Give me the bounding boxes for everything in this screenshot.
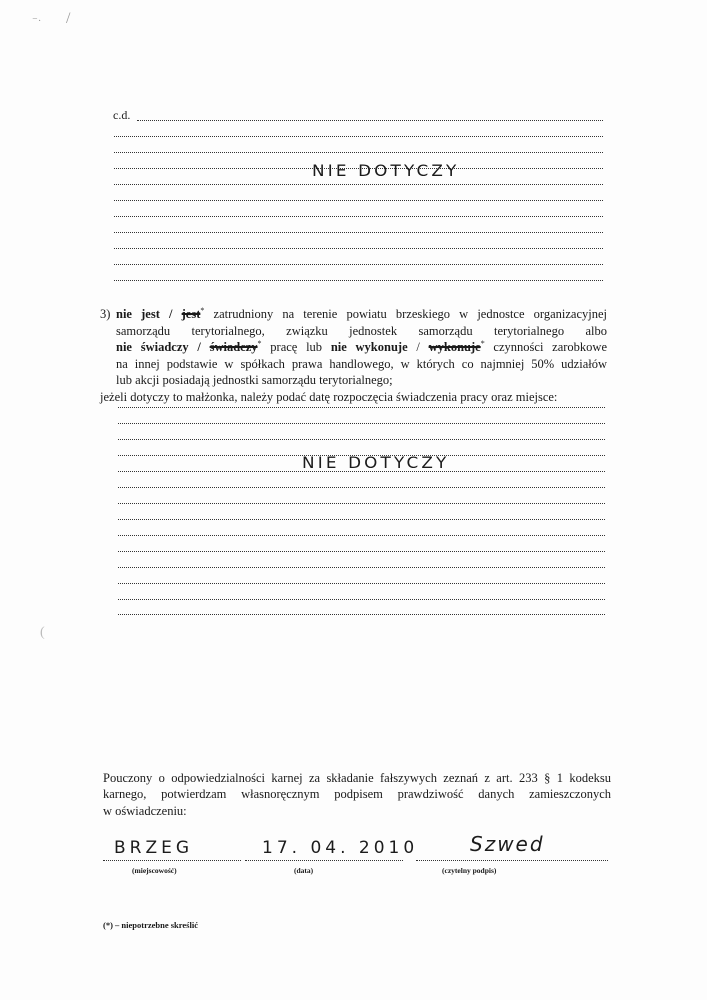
dotted-line — [114, 200, 603, 201]
scan-mark: ⁻· — [32, 15, 42, 27]
dotted-line — [118, 487, 605, 488]
handwritten-not-applicable: NIE DOTYCZY — [312, 161, 460, 180]
section-3-line: nie świadczy / świadczy* pracę lub nie wykonuje / wykonuje* czynności zarobkowe — [116, 339, 607, 355]
dotted-line — [118, 583, 605, 584]
declaration-text — [103, 770, 611, 819]
signature-line — [416, 860, 608, 861]
place-value: BRZEG — [114, 838, 194, 858]
dotted-line — [118, 423, 605, 424]
dotted-line — [114, 136, 603, 137]
dotted-line — [118, 551, 605, 552]
dotted-line — [114, 184, 603, 185]
dotted-line — [118, 503, 605, 504]
continuation-label: c.d. — [113, 108, 131, 122]
date-value: 17. 04. 2010 — [262, 838, 419, 858]
declaration-line: w oświadczeniu: — [103, 803, 187, 818]
dotted-line — [114, 152, 603, 153]
dotted-line — [118, 599, 605, 600]
place-caption: (miejscowość) — [132, 866, 177, 875]
dotted-line — [118, 407, 605, 408]
footnote: (*) – niepotrzebne skreślić — [103, 920, 198, 930]
place-line — [103, 860, 241, 861]
declaration-line: Pouczony o odpowiedzialności karnej za składanie fałszywych zeznań z art. 233 § 1 kodeksu — [103, 771, 611, 785]
dotted-line — [114, 280, 603, 281]
section-3-line: samorządu terytorialnego, związku jednostek samorządu terytorialnego albo — [116, 323, 607, 338]
scan-mark: / — [66, 10, 71, 27]
dotted-line — [118, 567, 605, 568]
dotted-line — [114, 248, 603, 249]
section-3 — [100, 306, 607, 406]
signature-value: Szwed — [470, 832, 545, 856]
dotted-line — [114, 264, 603, 265]
signature-caption: (czytelny podpis) — [442, 866, 497, 875]
section-3-line: lub akcji posiadają jednostki samorządu terytorialnego; — [116, 373, 393, 388]
dotted-line — [118, 614, 605, 615]
handwritten-not-applicable: NIE DOTYCZY — [302, 453, 450, 472]
date-line — [245, 860, 403, 861]
dotted-line — [114, 216, 603, 217]
section-3-line: na innej podstawie w spółkach prawa handlowego, w których co najmniej 50% udziałów — [116, 356, 607, 371]
section-3-line: nie jest / jest* zatrudniony na terenie powiatu brzeskiego w jednostce organizacyjnej — [116, 305, 608, 321]
dotted-line — [137, 120, 603, 121]
dotted-line — [118, 439, 605, 440]
section-3-line: jeżeli dotyczy to małżonka, należy podać datę rozpoczęcia świadczenia pracy oraz miejsce: — [100, 389, 558, 404]
dotted-line — [114, 232, 603, 233]
scan-mark: ( — [40, 625, 45, 640]
dotted-line — [118, 519, 605, 520]
section-number: 3) — [100, 307, 111, 321]
dotted-line — [118, 535, 605, 536]
declaration-line: karnego, potwierdzam własnoręcznym podpisem prawdziwość danych zamieszczonych — [103, 787, 611, 802]
date-caption: (data) — [294, 866, 314, 875]
